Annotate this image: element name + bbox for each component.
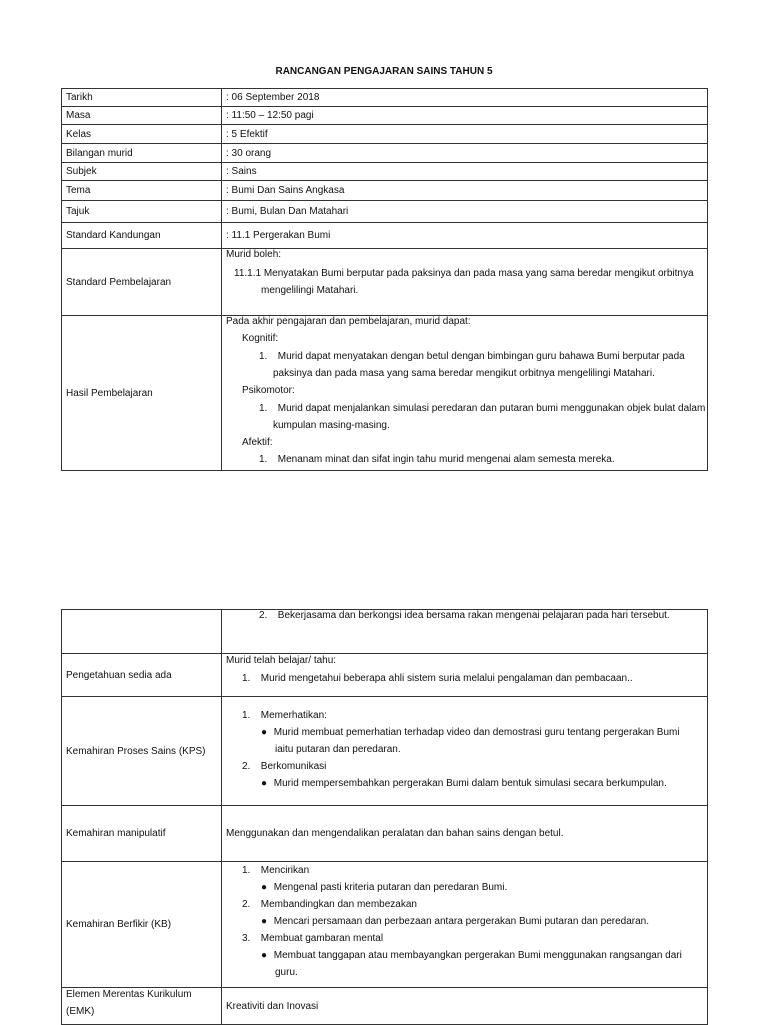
bullet-icon: ● bbox=[260, 950, 268, 961]
psa-intro: Murid telah belajar/ tahu: bbox=[226, 655, 337, 666]
row-value bbox=[222, 316, 708, 471]
hp-kognitif: Kognitif: bbox=[242, 333, 279, 344]
item-text: Mengenal pasti kriteria putaran dan peredaran Bumi. bbox=[273, 882, 508, 893]
list-item bbox=[226, 862, 703, 879]
item-text-cont: paksinya dan pada masa yang sama beredar mengikut orbitnya mengelilingi Matahari. bbox=[273, 368, 655, 379]
row-value: : 30 orang bbox=[222, 144, 708, 163]
item-number: 2. bbox=[242, 761, 251, 772]
item-text: Memerhatikan: bbox=[260, 710, 327, 721]
item-number: 1. bbox=[242, 865, 251, 876]
row-value: : Bumi Dan Sains Angkasa bbox=[222, 181, 708, 201]
row-label: Kemahiran Berfikir (KB) bbox=[62, 862, 222, 988]
item-text: Berkomunikasi bbox=[260, 761, 327, 772]
item-text-cont: kumpulan masing-masing. bbox=[273, 420, 390, 431]
list-item bbox=[226, 670, 703, 687]
table-row bbox=[62, 654, 708, 697]
bullet-icon: ● bbox=[260, 727, 268, 738]
item-text: Membuat gambaran mental bbox=[260, 933, 384, 944]
sp-line-1: 11.1.1 Menyatakan Bumi berputar pada paksinya dan pada masa yang sama beredar mengikut orbitnya bbox=[234, 268, 694, 279]
table-row bbox=[62, 181, 708, 201]
list-item bbox=[226, 451, 703, 468]
item-text: Membuat tanggapan atau membayangkan pergerakan Bumi menggunakan rangsangan dari bbox=[273, 950, 682, 961]
row-value: : Bumi, Bulan Dan Matahari bbox=[222, 201, 708, 223]
list-item bbox=[226, 707, 703, 724]
item-text-cont: iaitu putaran dan peredaran. bbox=[275, 744, 401, 755]
table-row bbox=[62, 223, 708, 249]
table-row bbox=[62, 988, 708, 1025]
row-value: : 5 Efektif bbox=[222, 125, 708, 144]
bullet-icon: ● bbox=[260, 778, 268, 789]
bullet-item bbox=[226, 879, 703, 896]
lesson-plan-table-2 bbox=[61, 609, 708, 1025]
table-row bbox=[62, 249, 708, 316]
item-text: Murid membuat pemerhatian terhadap video dan demostrasi guru tentang pergerakan Bumi bbox=[273, 727, 680, 738]
row-value bbox=[222, 862, 708, 988]
page-title: RANCANGAN PENGAJARAN SAINS TAHUN 5 bbox=[275, 66, 493, 77]
item-number: 3. bbox=[242, 933, 251, 944]
row-value bbox=[222, 610, 708, 654]
table-row bbox=[62, 201, 708, 223]
list-item bbox=[226, 758, 703, 775]
list-item bbox=[226, 348, 703, 365]
table-row bbox=[62, 89, 708, 107]
row-label: Kemahiran Proses Sains (KPS) bbox=[62, 697, 222, 806]
row-value: : Sains bbox=[222, 163, 708, 181]
hp-psikomotor: Psikomotor: bbox=[242, 385, 295, 396]
row-value bbox=[222, 249, 708, 316]
table-row bbox=[62, 697, 708, 806]
row-label bbox=[62, 610, 222, 654]
bullet-item bbox=[226, 775, 703, 792]
row-label: Kelas bbox=[62, 125, 222, 144]
row-label: Subjek bbox=[62, 163, 222, 181]
item-number: 1. bbox=[242, 710, 251, 721]
item-number: 1. bbox=[259, 454, 268, 465]
row-label: Tema bbox=[62, 181, 222, 201]
row-value: : 11:50 – 12:50 pagi bbox=[222, 107, 708, 125]
row-label: Kemahiran manipulatif bbox=[62, 806, 222, 862]
hp-intro: Pada akhir pengajaran dan pembelajaran, murid dapat: bbox=[226, 316, 471, 327]
table-row bbox=[62, 806, 708, 862]
row-label: Hasil Pembelajaran bbox=[62, 316, 222, 471]
item-text: Murid dapat menyatakan dengan betul dengan bimbingan guru bahawa Bumi berputar pada bbox=[277, 351, 685, 362]
row-value: : 11.1 Pergerakan Bumi bbox=[222, 223, 708, 249]
item-number: 2. bbox=[259, 610, 268, 621]
list-item bbox=[226, 930, 703, 947]
sp-line-2: mengelilingi Matahari. bbox=[261, 285, 359, 296]
row-label: Standard Pembelajaran bbox=[62, 249, 222, 316]
item-text: Bekerjasama dan berkongsi idea bersama rakan mengenai pelajaran pada hari tersebut. bbox=[277, 610, 670, 621]
bullet-item bbox=[226, 947, 703, 964]
row-label: Bilangan murid bbox=[62, 144, 222, 163]
bullet-item bbox=[226, 913, 703, 930]
list-item bbox=[226, 896, 703, 913]
item-text: Murid mengetahui beberapa ahli sistem suria melalui pengalaman dan pembacaan.. bbox=[260, 673, 633, 684]
item-text: Murid mempersembahkan pergerakan Bumi dalam bentuk simulasi secara berkumpulan. bbox=[273, 778, 667, 789]
row-label: Standard Kandungan bbox=[62, 223, 222, 249]
row-value: Kreativiti dan Inovasi bbox=[222, 988, 708, 1025]
bullet-item bbox=[226, 724, 703, 741]
row-label: Tajuk bbox=[62, 201, 222, 223]
row-label: Tarikh bbox=[62, 89, 222, 107]
item-number: 1. bbox=[259, 403, 268, 414]
lesson-plan-table-1 bbox=[61, 88, 708, 471]
bullet-icon: ● bbox=[260, 882, 268, 893]
item-text: Murid dapat menjalankan simulasi peredaran dan putaran bumi menggunakan objek bulat dalam bbox=[277, 403, 706, 414]
item-text: Menanam minat dan sifat ingin tahu murid mengenai alam semesta mereka. bbox=[277, 454, 615, 465]
row-value: : 06 September 2018 bbox=[222, 89, 708, 107]
row-value bbox=[222, 697, 708, 806]
table-row bbox=[62, 144, 708, 163]
bullet-icon: ● bbox=[260, 916, 268, 927]
item-number: 2. bbox=[242, 899, 251, 910]
list-item bbox=[226, 610, 703, 622]
item-number: 1. bbox=[259, 351, 268, 362]
table-row bbox=[62, 125, 708, 144]
emk-label-line-2: (EMK) bbox=[66, 1006, 95, 1017]
item-text: Mencirikan bbox=[260, 865, 310, 876]
item-text-cont: guru. bbox=[275, 967, 298, 978]
row-value: Menggunakan dan mengendalikan peralatan dan bahan sains dengan betul. bbox=[222, 806, 708, 862]
row-label bbox=[62, 988, 222, 1025]
row-value bbox=[222, 654, 708, 697]
item-number: 1. bbox=[242, 673, 251, 684]
hp-afektif: Afektif: bbox=[242, 437, 273, 448]
item-text: Membandingkan dan membezakan bbox=[260, 899, 417, 910]
table-row bbox=[62, 862, 708, 988]
list-item bbox=[226, 400, 706, 417]
table-row bbox=[62, 163, 708, 181]
row-label: Masa bbox=[62, 107, 222, 125]
item-text: Mencari persamaan dan perbezaan antara pergerakan Bumi putaran dan peredaran. bbox=[273, 916, 650, 927]
sp-intro: Murid boleh: bbox=[226, 249, 282, 260]
row-label: Pengetahuan sedia ada bbox=[62, 654, 222, 697]
emk-label-line-1: Elemen Merentas Kurikulum bbox=[66, 989, 192, 1000]
table-row bbox=[62, 107, 708, 125]
table-row bbox=[62, 316, 708, 471]
table-row bbox=[62, 610, 708, 654]
